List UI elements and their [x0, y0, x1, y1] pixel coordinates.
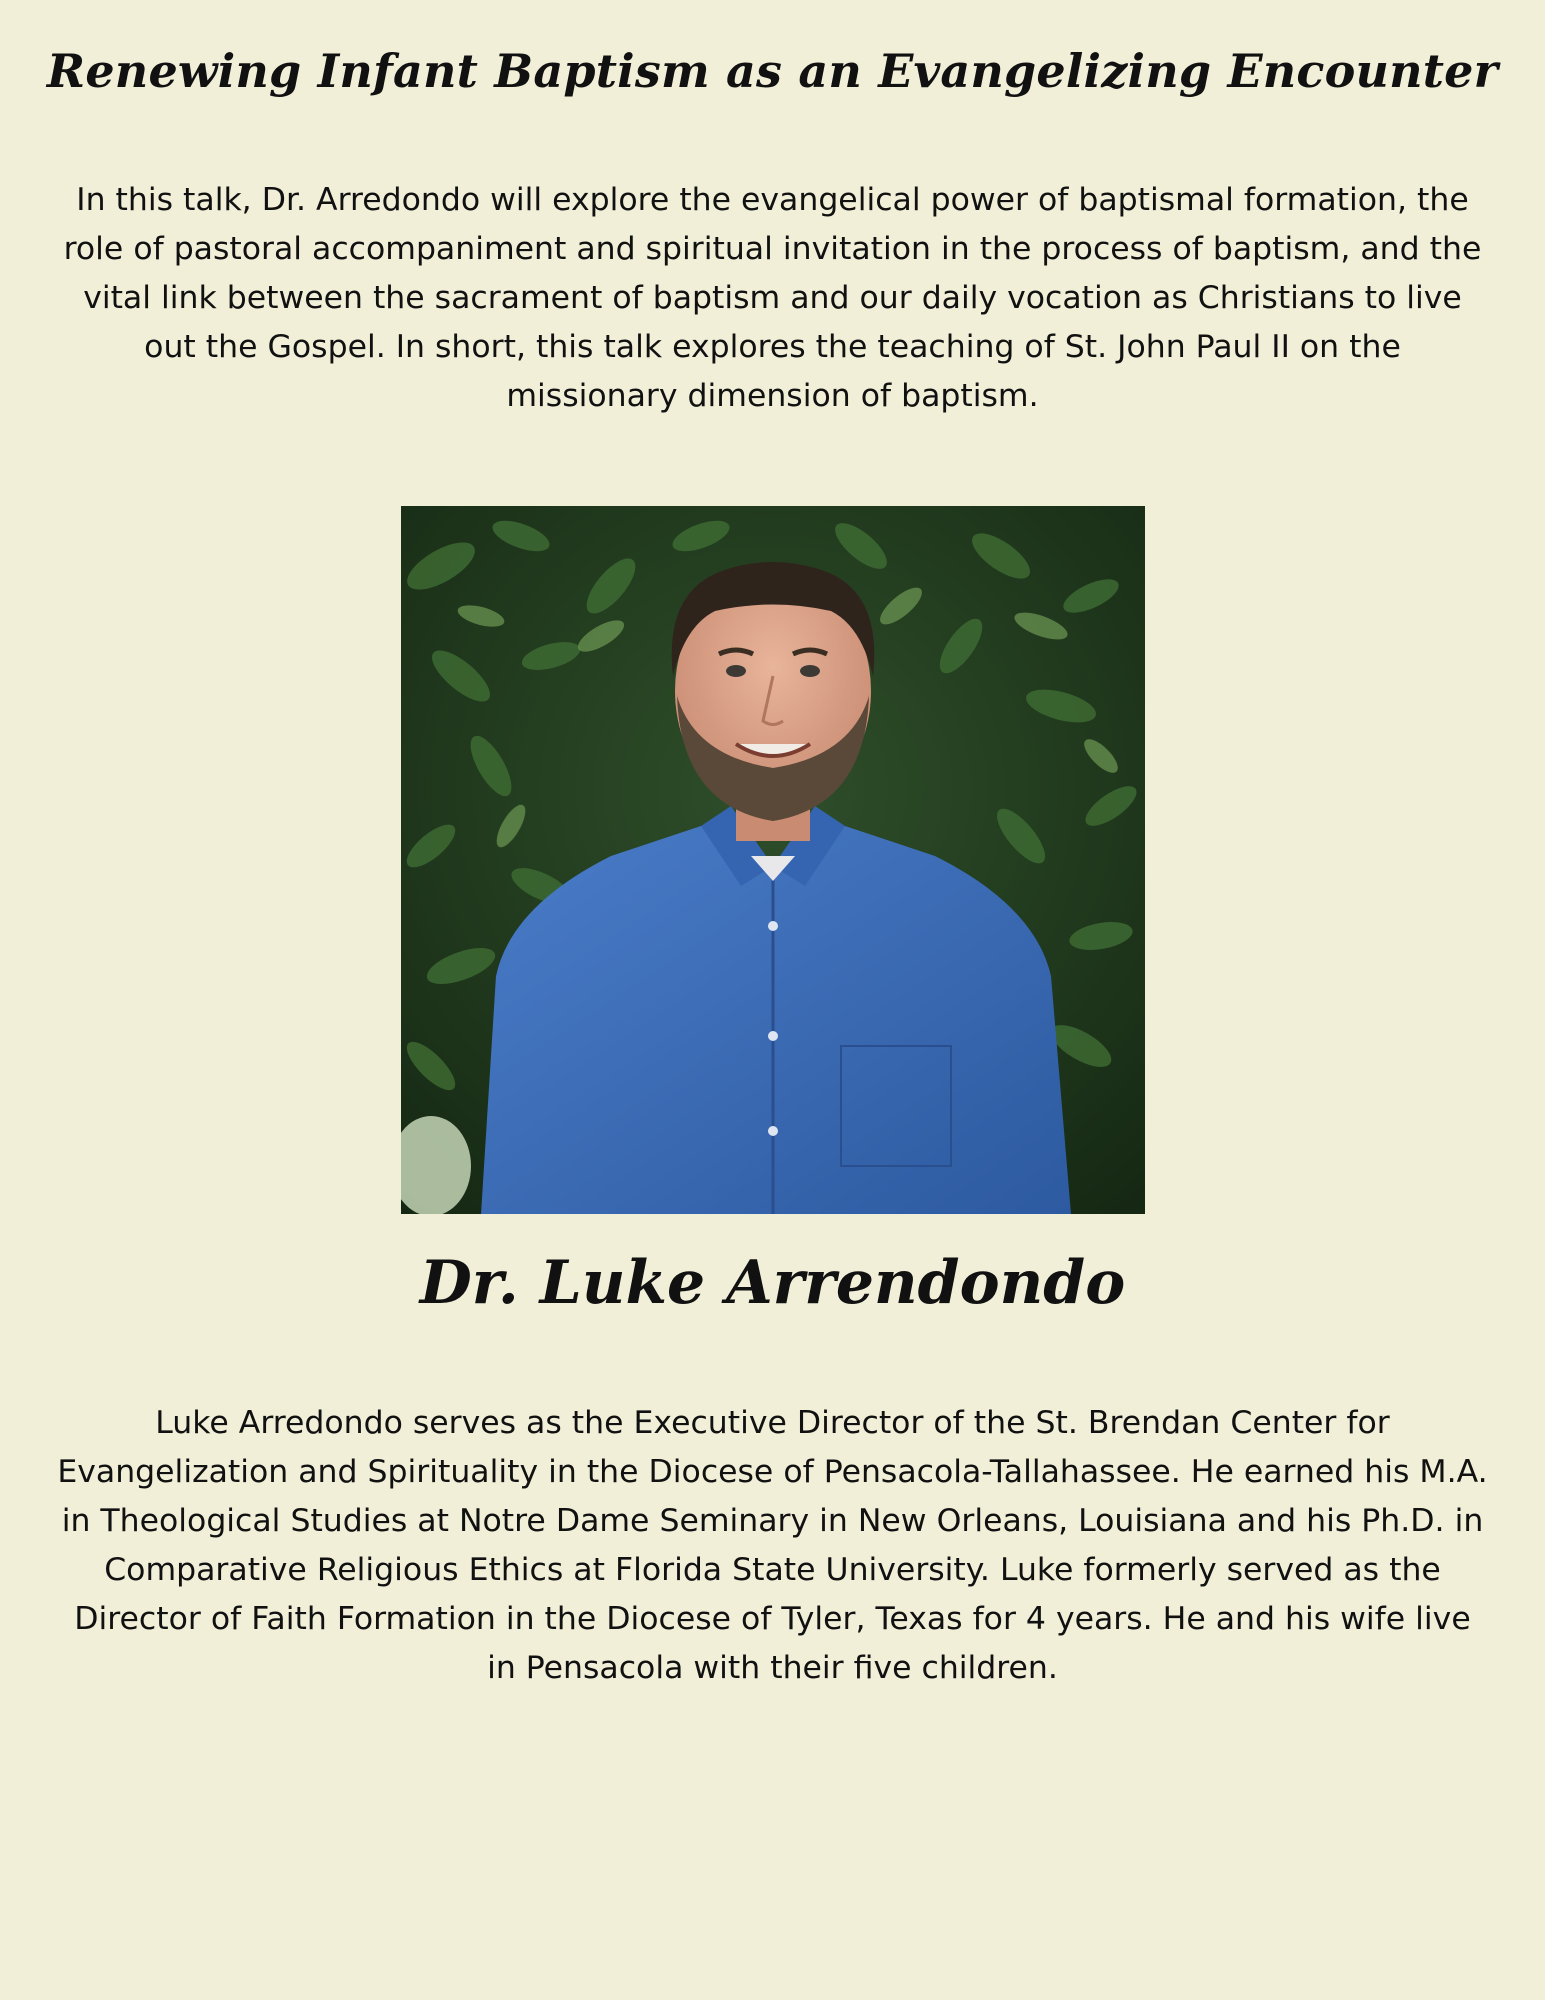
speaker-bio: Luke Arredondo serves as the Executive Director of the St. Brendan Center for Evangelization and Spirituality in the Diocese of Pensacola-Tallahassee. He earned his M.A. in Theological Studies at Notre Dame Seminary in New Orleans, Louisiana and his Ph.D. in Comparative Religious Ethics at Florida State University. Luke formerly served as the Director of Faith Formation in the Diocese of Tyler, Texas for 4 years. He and his wife live in Pensacola with their five children.	[57, 1405, 1488, 1686]
speaker-name: Dr. Luke Arrendondo	[419, 1248, 1126, 1318]
talk-description: In this talk, Dr. Arredondo will explore the evangelical power of baptismal formation, the role of pastoral accompaniment and spiritual invitation in the process of baptism, and the vital link between the sacrament of baptism and our daily vocation as Christians to live out the Gospel. In short, this talk explores the teaching of St. John Paul II on the missionary dimension of baptism.	[63, 182, 1482, 414]
speaker-photo	[401, 506, 1145, 1214]
talk-title: Renewing Infant Baptism as an Evangelizing Encounter	[46, 44, 1499, 98]
